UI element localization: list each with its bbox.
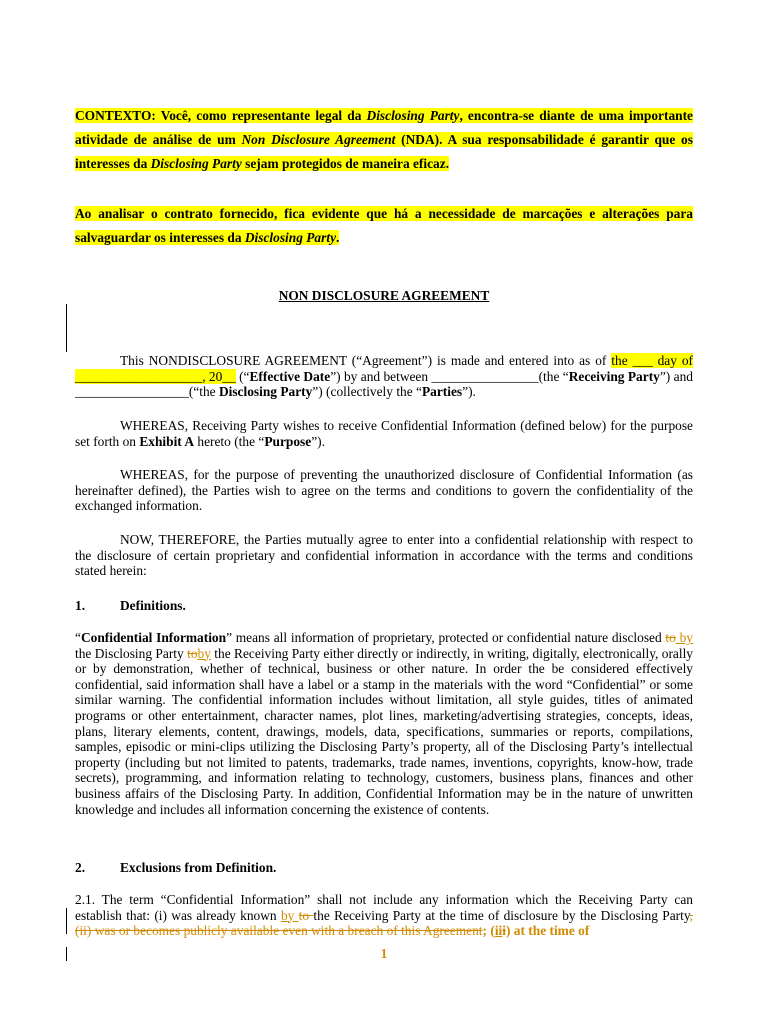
context-nda-term: Non Disclosure Agreement [241, 132, 396, 147]
tracked-insertion: by [280, 907, 299, 923]
intro-text: ”) (collectively the “ [312, 384, 422, 400]
tracked-deletion: to [298, 907, 314, 923]
definition-text: ” means all information of proprietary, protected or confidential nature disclosed [226, 630, 666, 645]
whereas-paragraph-1 [75, 418, 693, 449]
purpose-term: Purpose [264, 433, 312, 449]
section-title: Exclusions from Definition. [120, 860, 277, 875]
section-title: Definitions. [120, 598, 186, 613]
context-paragraph-2 [75, 202, 693, 250]
page-number: 1 [380, 946, 388, 961]
context-text: . [336, 230, 340, 245]
section-1-heading [75, 598, 186, 614]
section-2-heading [75, 860, 276, 876]
receiving-party-term: Receiving Party [568, 368, 660, 384]
whereas-text: WHEREAS, Receiving Party wishes to receive Confidential Information (defined below) for the purpose set forth on [75, 418, 693, 449]
exclusion-paragraph [75, 892, 693, 939]
exclusion-text: ; ( [482, 923, 495, 939]
effective-date-term: Effective Date [249, 368, 331, 384]
definition-text: the Disclosing Party [75, 645, 188, 661]
disclosing-party-term: Disclosing Party [218, 384, 313, 400]
context-text: , encontra-se diante de uma importante atividade de análise de um [75, 108, 694, 147]
intro-text: ”). [462, 384, 476, 400]
intro-text: (“ [235, 368, 250, 384]
revision-change-bar [66, 304, 67, 352]
exclusion-text: the Receiving Party at the time of disclosure by the Disclosing Party [313, 907, 690, 923]
intro-text: ”) by and between ________________(the “ [330, 368, 569, 384]
context-disclosing-party: Disclosing Party [244, 230, 337, 245]
context-disclosing-party: Disclosing Party [366, 108, 460, 123]
parties-term: Parties [421, 384, 463, 400]
definition-text: the Receiving Party either directly or indirectly, in writing, digitally, electronically, orally or by demonstration, whether of technical, business or other nature. In order the be considered effectively confidential, said information shall have a label or a stamp in the materials with the word “Confidential” or some similar warning. The confidential information includes without limitation, all style guides, titles of animated programs or other entertainment, character names, plot lines, marketing/advertising strategies, concepts, ideas, plans, literary elements, content, drawings, models, data, specifications, summaries or reports, compilations, samples, episodic or mini-clips utilizing the Disclosing Party’s property, all of the Disclosing Party’s intellectual property (including but not limited to patents, trademarks, trade names, inventions, copyrights, know-how, trade secrets), programming, and information relating to technology, customers, business plans, finances and other business affairs of the Disclosing Party. In addition, Confidential Information may be in the nature of unwritten knowledge and includes all information concerning the existence of contents. [75, 645, 693, 817]
tracked-deletion: , (ii) was or becomes publicly available even with a breach of this Agreement [75, 907, 694, 939]
intro-date-blank: the ___ day of ___________________, 20__ [75, 353, 693, 384]
context-label: CONTEXTO: [75, 108, 156, 123]
definition-paragraph [75, 630, 693, 817]
exhibit-reference: Exhibit A [139, 433, 195, 449]
confidential-information-term: Confidential Information [80, 630, 227, 645]
whereas-paragraph-2: WHEREAS, for the purpose of preventing the unauthorized disclosure of Confidential Information (as hereinafter defined), the Parties wish to agree on the terms and conditions to govern the confidentiality of the exchanged information. [75, 467, 693, 514]
intro-paragraph [75, 353, 693, 400]
tracked-insertion: by [197, 645, 211, 661]
section-number: 1. [75, 598, 86, 613]
exclusion-text: 2.1. The term “Confidential Information” shall not include any information which the Receiving Party can establish that: (i) was already known [75, 892, 693, 923]
tracked-deletion: i [502, 923, 506, 939]
document-title: NON DISCLOSURE AGREEMENT [278, 288, 490, 303]
now-therefore-paragraph: NOW, THEREFORE, the Parties mutually agree to enter into a confidential relationship with respect to the disclosure of certain proprietary and confidential information in accordance with the terms and conditions stated herein: [75, 532, 693, 579]
whereas-text: ”). [311, 433, 325, 449]
tracked-deletion: to [665, 630, 676, 645]
context-paragraph [75, 104, 693, 176]
context-text: sejam protegidos de maneira eficaz. [241, 156, 450, 171]
intro-text: ”) and _________________(“the [75, 368, 693, 400]
revision-change-bar [66, 908, 67, 934]
tracked-insertion: by [675, 630, 693, 645]
quote-mark: “ [75, 630, 81, 645]
context-text: Você, como representante legal da [155, 108, 367, 123]
section-number: 2. [75, 860, 86, 875]
intro-text: This NONDISCLOSURE AGREEMENT (“Agreement”) is made and entered into as of [120, 353, 612, 368]
whereas-text: hereto (the “ [194, 433, 265, 449]
tracked-insertion: ii [494, 923, 503, 939]
context-disclosing-party: Disclosing Party [150, 156, 242, 171]
context-text: (NDA). A sua responsabilidade é garantir que os interesses da [75, 132, 693, 171]
exclusion-text: ) at the time of [506, 923, 590, 939]
tracked-deletion: to [187, 645, 198, 661]
context-text: Ao analisar o contrato fornecido, fica evidente que há a necessidade de marcações e alterações para salvaguardar os interesses da [75, 206, 693, 245]
